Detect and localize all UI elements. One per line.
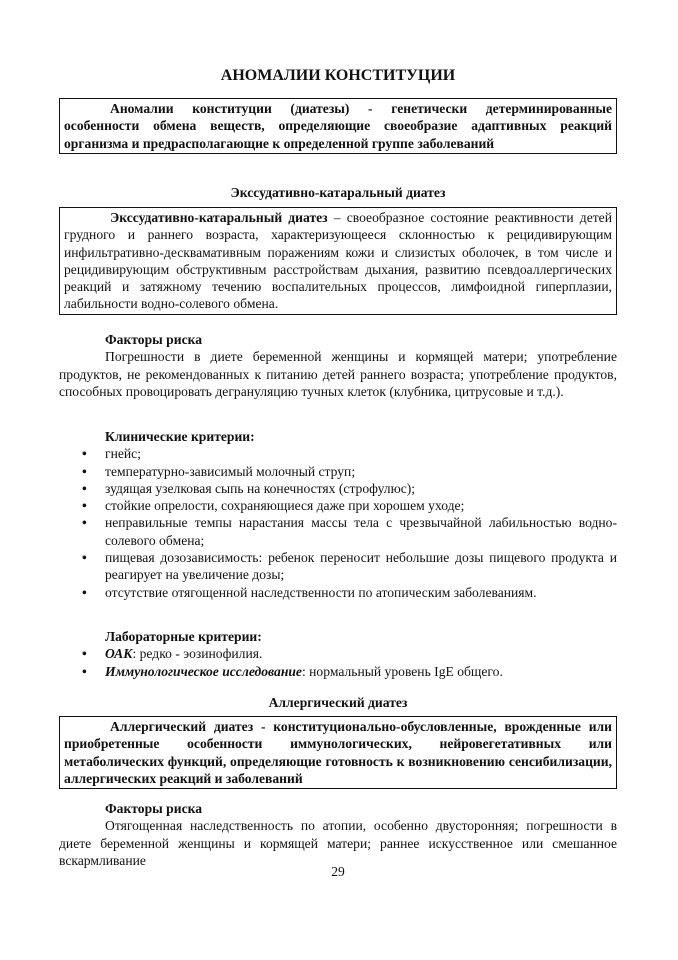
clinical-criteria-block — [59, 428, 617, 601]
risk-factors-heading-2: Факторы риска — [105, 801, 203, 816]
allergic-definition-text: Аллергический диатез - конституционально-обусловленные, врожденные или приобретенные особенности иммунологических, нейровегетативных или метаболических функций, определяющие готовность к возникновению сенсибилизации, аллергических реакций и заболеваний — [64, 719, 612, 786]
definition-text: Аномалии конституции (диатезы) - генетически детерминированные особенности обмена веществ, определяющие своеобразие адаптивных реакций организма и предрасполагающие к определенной группе заболеваний — [64, 101, 612, 151]
allergic-definition-box — [59, 716, 617, 789]
risk-factors-heading-1: Факторы риска — [105, 332, 203, 347]
lab-term: Иммунологическое исследование — [105, 663, 302, 679]
exudative-description: – своеобразное состояние реактивности детей грудного и раннего возраста, характеризующееся склонностью к рецидивирующим инфильтративно-десквамативным поражениям кожи и слизистых оболочек, в том числе и рецидивирующим обструктивным расстройствам дыхания, развитию псевдоаллергических реакций и затяжному течению воспалительных процессов, лимфоидной гиперплазии, лабильности водно-солевого обмена. — [64, 210, 612, 312]
lab-criteria-heading: Лабораторные критерии: — [105, 629, 262, 644]
exudative-term: Экссудативно-катаральный диатез — [110, 210, 328, 225]
list-item: • отсутствие отягощенной наследственности по атопическим заболеваниям. — [82, 584, 537, 600]
lab-criteria-list — [59, 645, 617, 680]
bullet-icon: • — [82, 480, 87, 496]
section-heading-exudative: Экссудативно-катаральный диатез — [230, 185, 446, 200]
bullet-icon: • — [82, 463, 87, 479]
lab-term: ОАК — [105, 646, 133, 662]
list-item: • пищевая дозозависимость: ребенок переносит небольшие дозы пищевого продукта и реагирует на увеличение дозы; — [82, 550, 617, 583]
lab-criteria-block — [59, 628, 617, 680]
list-item: • гнейс; — [82, 446, 141, 462]
exudative-definition-text — [64, 209, 612, 313]
bullet-icon: • — [82, 515, 87, 531]
bullet-icon: • — [82, 550, 87, 566]
list-item: • стойкие опрелости, сохраняющиеся даже при хорошем уходе; — [82, 498, 465, 514]
bullet-icon: • — [82, 646, 87, 662]
risk-factors-block-1 — [59, 331, 617, 400]
page-title: АНОМАЛИИ КОНСТИТУЦИИ — [220, 67, 456, 84]
bullet-icon: • — [82, 498, 87, 514]
risk-factors-text-1: Погрешности в диете беременной женщины и кормящей матери; употребление продуктов, не рекомендованных к питанию детей раннего возраста; употребление продуктов, способных провоцировать дегрануляцию тучных клеток (клубника, цитрусовые и т.д.). — [59, 349, 617, 399]
risk-factors-text-2: Отягощенная наследственность по атопии, особенно двусторонняя; погрешности в диете беременной женщины и кормящей матери; раннее искусственное или смешанное вскармливание — [59, 818, 617, 868]
risk-factors-block-2 — [59, 800, 617, 869]
list-item: • температурно-зависимый молочный струп; — [82, 463, 356, 479]
section-heading-allergic: Аллергический диатез — [268, 695, 408, 710]
list-item: • ОАК: редко - эозинофилия. — [82, 646, 263, 662]
clinical-criteria-heading: Клинические критерии: — [105, 429, 255, 444]
list-item: • зудящая узелковая сыпь на конечностях (строфулюс); — [82, 480, 416, 496]
bullet-icon: • — [82, 663, 87, 679]
page-number: 29 — [331, 864, 345, 879]
list-item: • неправильные темпы нарастания массы тела с чрезвычайной лабильностью водно-солевого обмена; — [82, 515, 617, 548]
bullet-icon: • — [82, 446, 87, 462]
definition-box — [59, 98, 617, 154]
bullet-icon: • — [82, 584, 87, 600]
list-item: • Иммунологическое исследование: нормальный уровень IgE общего. — [82, 663, 503, 679]
clinical-criteria-list — [59, 445, 617, 601]
exudative-definition-box — [59, 207, 617, 315]
